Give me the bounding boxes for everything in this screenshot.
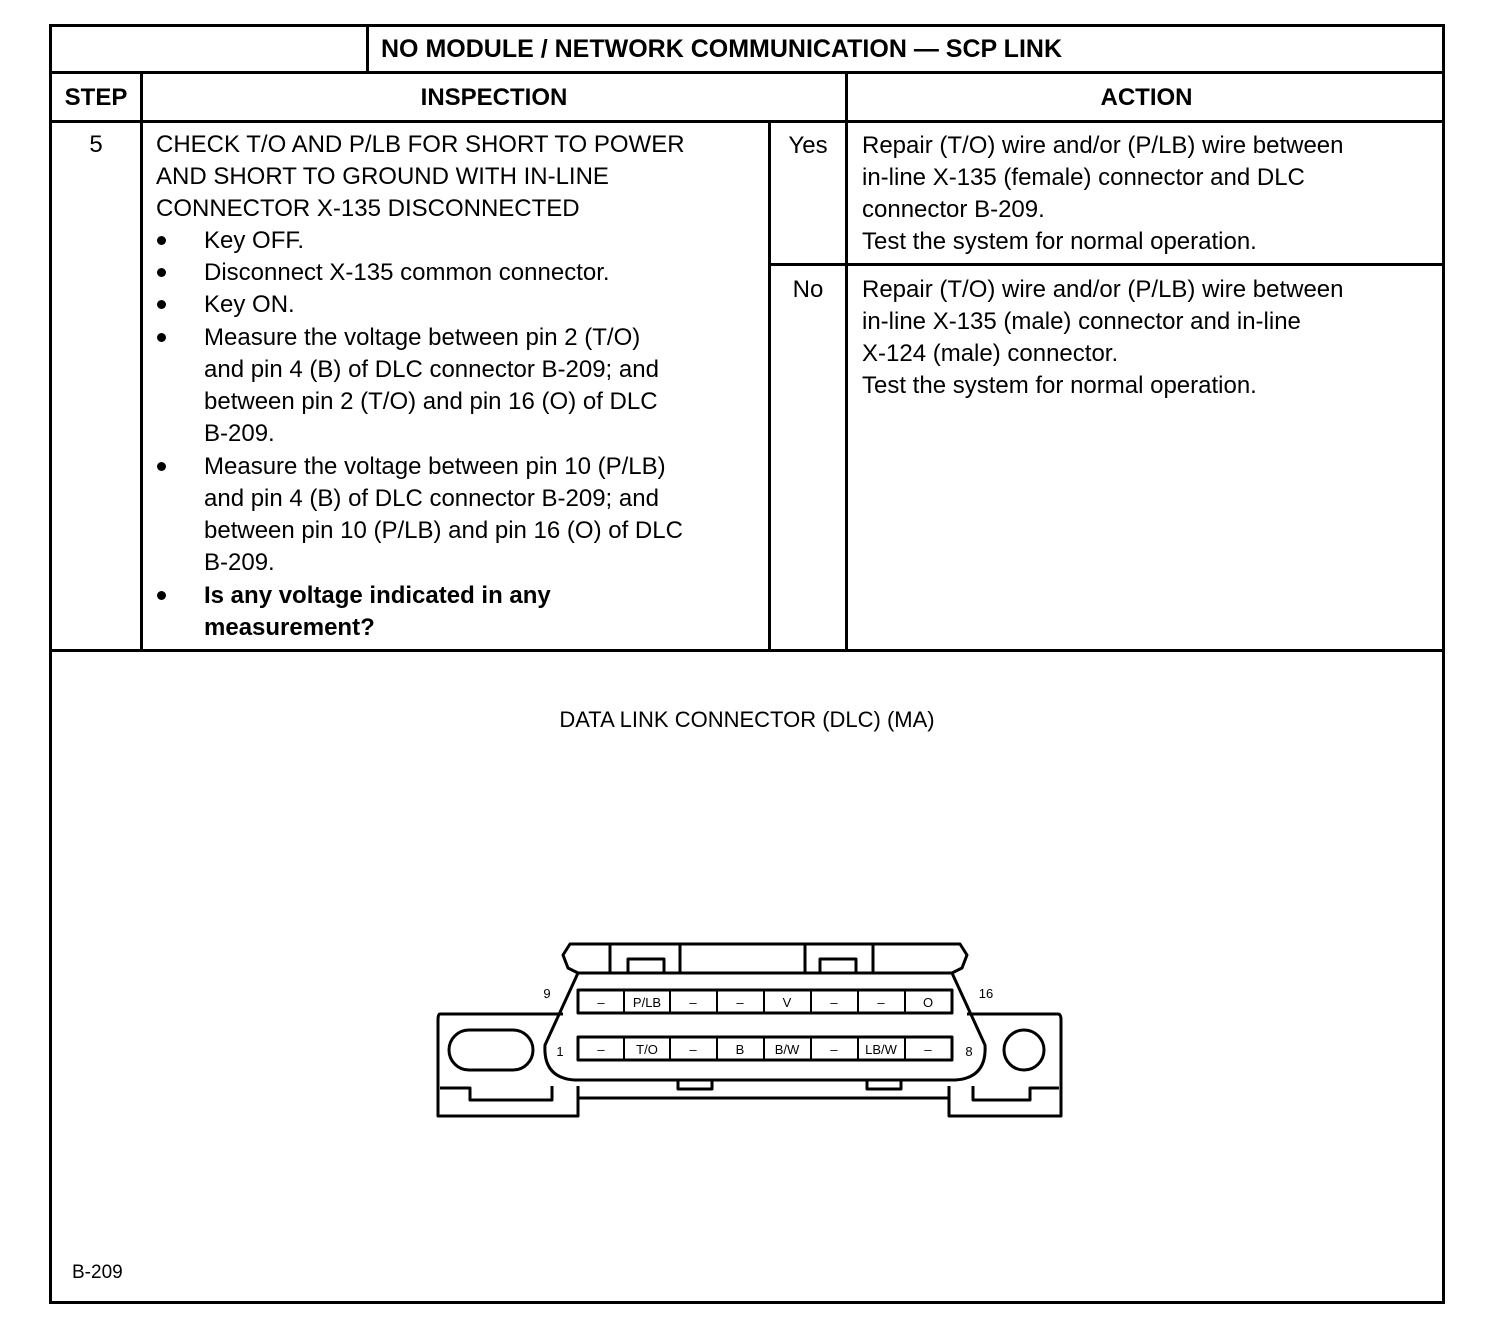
bullet-line: between pin 10 (P/LB) and pin 16 (O) of DLC bbox=[204, 517, 683, 544]
bullet-line: Measure the voltage between pin 2 (T/O) bbox=[204, 324, 641, 351]
top-pin-label: P/LB bbox=[632, 995, 662, 1010]
action-line: in-line X-135 (male) connector and in-line bbox=[862, 308, 1301, 335]
right-mount-step bbox=[973, 1086, 1059, 1100]
bottom-pin-label: – bbox=[597, 1042, 605, 1057]
bullet-line: Key ON. bbox=[204, 291, 295, 318]
top-pin-label: – bbox=[597, 995, 605, 1010]
bottom-pin-label: – bbox=[689, 1042, 697, 1057]
question-line: measurement? bbox=[204, 614, 375, 641]
top-pin-label: – bbox=[736, 995, 744, 1010]
action-line: connector B-209. bbox=[862, 196, 1045, 223]
pin-number-1: 1 bbox=[556, 1044, 564, 1059]
header-inspection: INSPECTION bbox=[420, 84, 568, 111]
action-line: Test the system for normal operation. bbox=[862, 228, 1257, 255]
top-pin-label: V bbox=[782, 995, 792, 1010]
bottom-pin-label: LB/W bbox=[865, 1042, 897, 1057]
base-tab bbox=[867, 1080, 901, 1089]
connector-id: B-209 bbox=[72, 1262, 123, 1283]
action-line: Test the system for normal operation. bbox=[862, 372, 1257, 399]
bullet-line: and pin 4 (B) of DLC connector B-209; and bbox=[204, 356, 659, 383]
question-line: Is any voltage indicated in any bbox=[204, 582, 551, 609]
bullet-line: and pin 4 (B) of DLC connector B-209; and bbox=[204, 485, 659, 512]
round-mount-hole bbox=[1004, 1030, 1044, 1070]
action-line: X-124 (male) connector. bbox=[862, 340, 1119, 367]
bullet-line: between pin 2 (T/O) and pin 16 (O) of DLC bbox=[204, 388, 658, 415]
top-pin-label: – bbox=[877, 995, 885, 1010]
answer-no: No bbox=[792, 276, 824, 303]
connector-hood bbox=[563, 944, 967, 973]
diagram-title: DATA LINK CONNECTOR (DLC) (MA) bbox=[559, 707, 935, 732]
hood-tab bbox=[628, 959, 664, 973]
bullet-line: Key OFF. bbox=[204, 227, 305, 254]
base-tab bbox=[678, 1080, 712, 1089]
bottom-pin-label: B/W bbox=[774, 1042, 800, 1057]
header-step: STEP bbox=[64, 84, 128, 111]
hood-tab bbox=[820, 959, 856, 973]
oval-mount-hole bbox=[449, 1030, 533, 1070]
bullet-line: Measure the voltage between pin 10 (P/LB) bbox=[204, 453, 666, 480]
bullet-line: B-209. bbox=[204, 420, 275, 447]
bottom-pin-label: B bbox=[735, 1042, 745, 1057]
header-action: ACTION bbox=[1100, 84, 1193, 111]
left-mount-step bbox=[440, 1086, 552, 1100]
answer-yes: Yes bbox=[788, 132, 828, 159]
pin-number-9: 9 bbox=[543, 986, 551, 1001]
top-pin-label: – bbox=[830, 995, 838, 1010]
pin-number-8: 8 bbox=[965, 1044, 973, 1059]
bottom-pin-label: – bbox=[924, 1042, 932, 1057]
action-line: in-line X-135 (female) connector and DLC bbox=[862, 164, 1305, 191]
bullet-line: B-209. bbox=[204, 549, 275, 576]
bottom-pin-label: T/O bbox=[636, 1042, 658, 1057]
heading-line: CONNECTOR X-135 DISCONNECTED bbox=[156, 195, 580, 222]
bullet-line: Disconnect X-135 common connector. bbox=[204, 259, 610, 286]
action-line: Repair (T/O) wire and/or (P/LB) wire between bbox=[862, 132, 1344, 159]
top-pin-label: O bbox=[922, 995, 934, 1010]
action-line: Repair (T/O) wire and/or (P/LB) wire between bbox=[862, 276, 1344, 303]
pin-number-16: 16 bbox=[978, 986, 994, 1001]
top-pin-label: – bbox=[689, 995, 697, 1010]
heading-line: CHECK T/O AND P/LB FOR SHORT TO POWER bbox=[156, 131, 685, 158]
page-title: NO MODULE / NETWORK COMMUNICATION — SCP LINK bbox=[381, 35, 1062, 63]
heading-line: AND SHORT TO GROUND WITH IN-LINE bbox=[156, 163, 609, 190]
step-number: 5 bbox=[89, 131, 103, 158]
bottom-pin-label: – bbox=[830, 1042, 838, 1057]
